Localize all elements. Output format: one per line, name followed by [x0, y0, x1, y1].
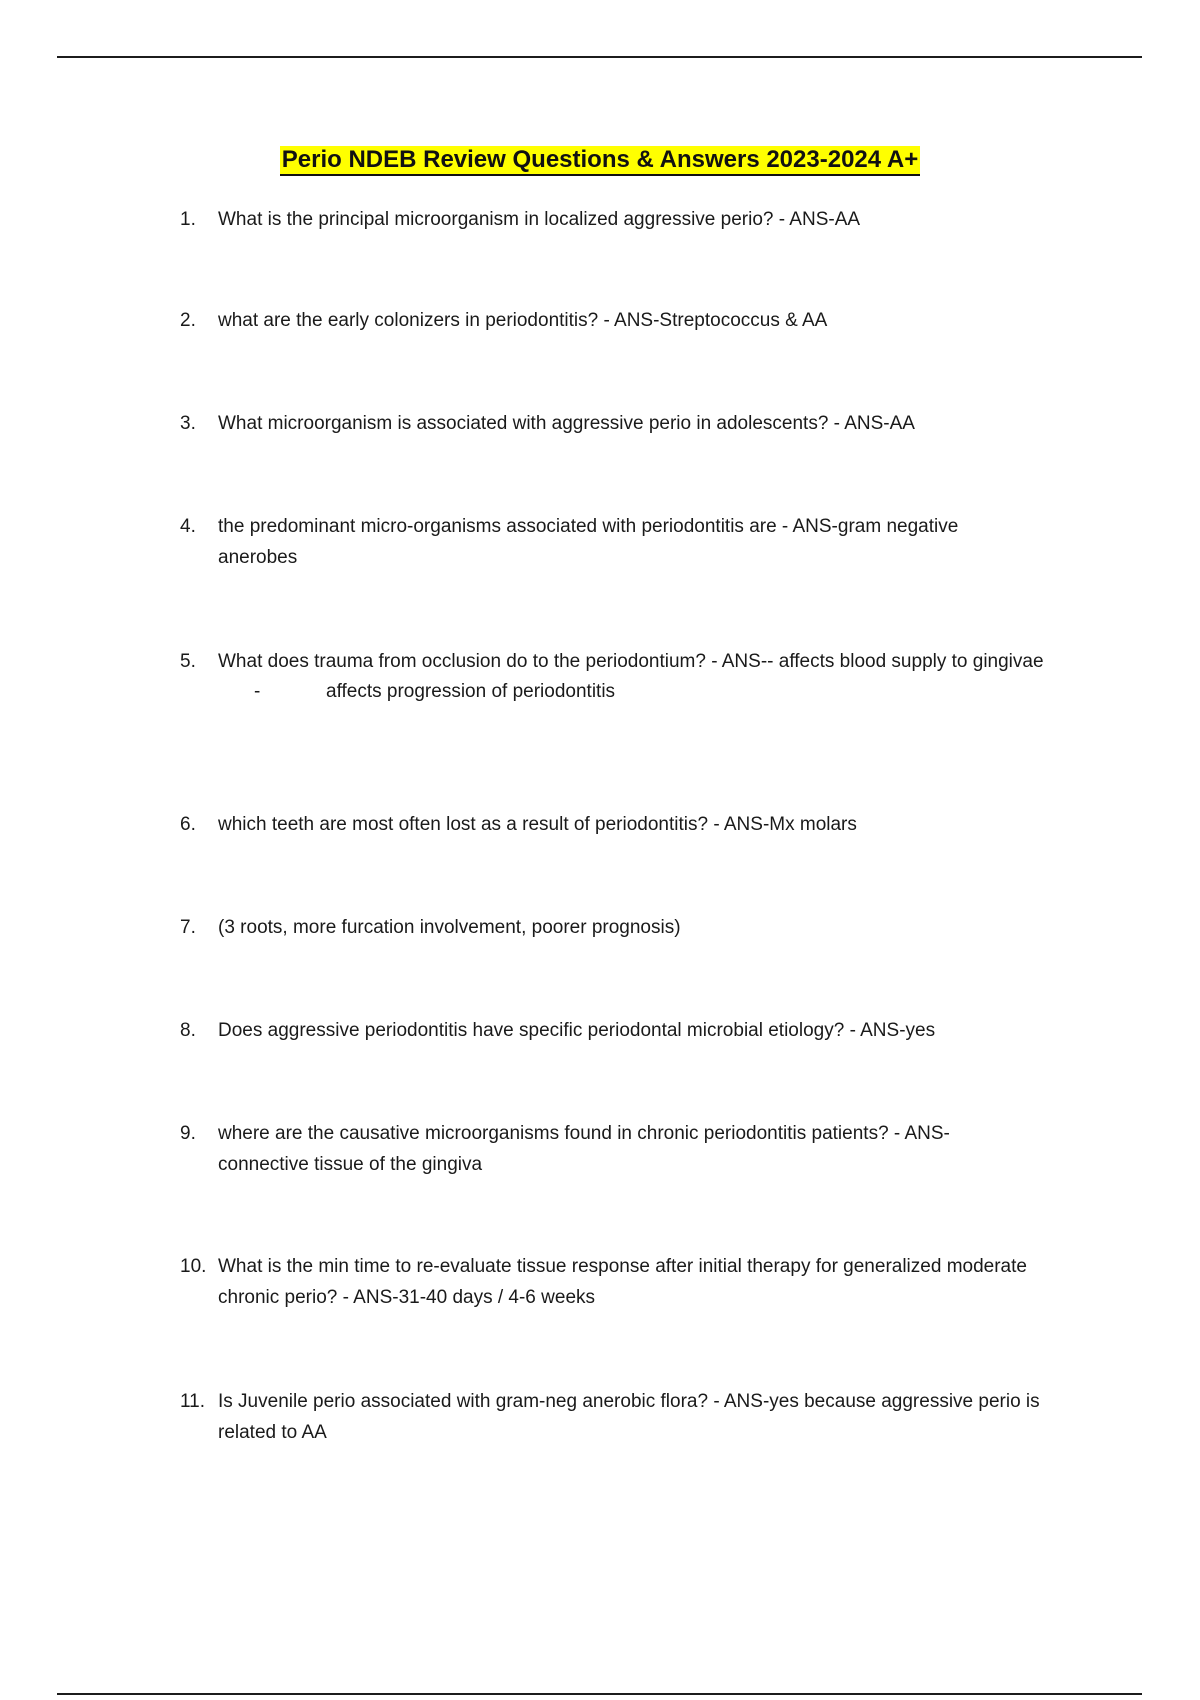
question-text: What does trauma from occlusion do to the periodontium? - ANS-- affects blood supply to gingivae — [218, 651, 1044, 672]
question-item — [180, 408, 1080, 439]
question-number: 9. — [180, 1123, 196, 1144]
bullet-dash: - — [254, 681, 261, 702]
question-item — [180, 305, 1080, 336]
question-number: 8. — [180, 1020, 196, 1041]
question-number: 5. — [180, 651, 196, 672]
question-number: 11. — [180, 1391, 206, 1412]
question-number: 2. — [180, 310, 196, 331]
question-number: 3. — [180, 413, 196, 434]
question-item — [180, 1251, 1030, 1313]
question-item — [180, 646, 1050, 707]
question-number: 1. — [180, 209, 196, 230]
question-item — [180, 1386, 1090, 1448]
question-text: the predominant micro-organisms associated with periodontitis are - ANS-gram negative anerobes — [218, 516, 959, 568]
question-number: 10. — [180, 1256, 207, 1277]
question-number: 6. — [180, 814, 196, 835]
question-text: what are the early colonizers in periodontitis? - ANS-Streptococcus & AA — [218, 310, 828, 331]
question-item — [180, 511, 1040, 573]
question-text: (3 roots, more furcation involvement, poorer prognosis) — [218, 917, 681, 938]
question-text: which teeth are most often lost as a result of periodontitis? - ANS-Mx molars — [218, 814, 857, 835]
question-number: 7. — [180, 917, 196, 938]
question-item — [180, 912, 1080, 943]
question-item — [180, 1015, 1080, 1046]
question-text: What is the principal microorganism in localized aggressive perio? - ANS-AA — [218, 209, 861, 230]
question-item — [180, 1118, 1030, 1180]
document-title: Perio NDEB Review Questions & Answers 2023-2024 A+ — [280, 146, 920, 176]
bottom-rule — [57, 1693, 1142, 1695]
question-sub-point — [254, 676, 1050, 707]
question-text: Is Juvenile perio associated with gram-neg anerobic flora? - ANS-yes because aggressive perio is related to AA — [218, 1391, 1040, 1443]
question-item — [180, 204, 1080, 235]
question-text: What microorganism is associated with aggressive perio in adolescents? - ANS-AA — [218, 413, 915, 434]
question-text: What is the min time to re-evaluate tissue response after initial therapy for generalized moderate chronic perio? - ANS-31-40 days / 4-6 weeks — [218, 1256, 1027, 1308]
question-item — [180, 809, 1080, 840]
question-number: 4. — [180, 516, 196, 537]
question-text: Does aggressive periodontitis have specific periodontal microbial etiology? - ANS-yes — [218, 1020, 936, 1041]
question-text: where are the causative microorganisms found in chronic periodontitis patients? - ANS-connective tissue of the gingiva — [218, 1123, 950, 1175]
sub-point-text: affects progression of periodontitis — [326, 681, 616, 702]
